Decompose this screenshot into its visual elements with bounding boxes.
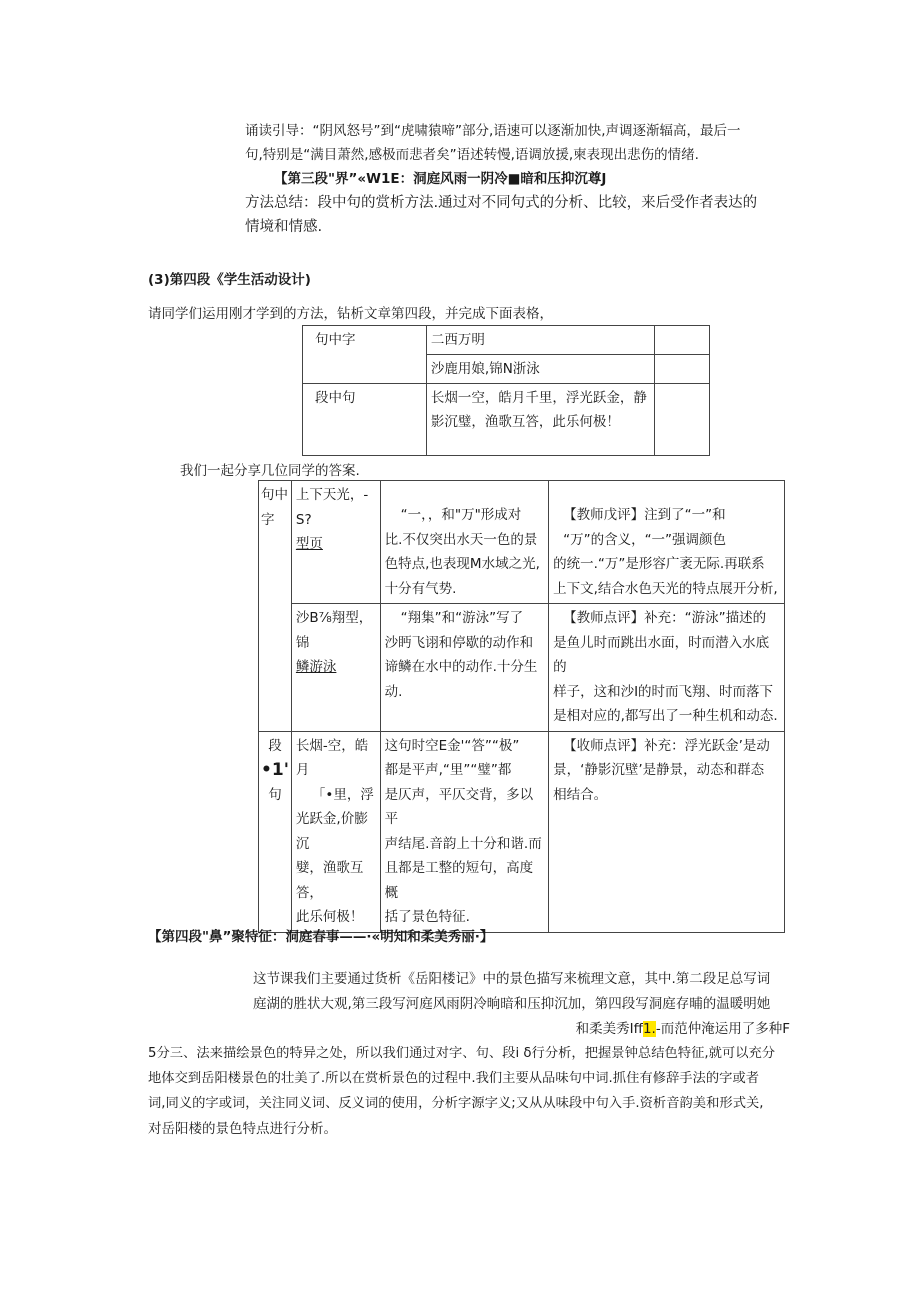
reading-guide-line-1: 诵读引导：“阴风怒号”到“虎啸猿啼”部分,语速可以逐渐加快,声调逐渐辐高，最后一 (245, 123, 741, 139)
row-label-sentence-word: 句中字 (303, 326, 427, 384)
cell-line: 【教师戊评】注到了“一”和 (563, 507, 726, 523)
cell-line: 此乐何极！ (295, 909, 364, 925)
cell-line: 沙B⅞翔型，锦 (295, 610, 373, 651)
summary-text: -而范仲淹运用了多种F (655, 1021, 790, 1037)
cell-line: 是鱼儿时而跳出水面，时而潜入水底的 (553, 634, 770, 675)
section-4-title: (3)第四段《学生活动设计) (148, 272, 311, 288)
table1-empty-cell (655, 355, 710, 384)
share-answers-line: 我们一起分享几位同学的答案. (180, 463, 360, 479)
student-analysis (380, 731, 548, 932)
paragraph-3-heading: 【第三段"界”«W1E：洞庭风雨一阴冷■暗和压抑沉尊J (274, 171, 607, 187)
label-line: 段 (268, 737, 282, 754)
summary-line-7: 对岳阳楼的景色特点进行分析。 (148, 1121, 337, 1137)
cell-line: 鳞游泳 (295, 659, 337, 675)
cell-line: 【收师点评】补充：浮光跃金’是动 (563, 737, 770, 754)
cell-line: 的统一.“万”是形容广袤无际.再联系 (553, 556, 765, 572)
teacher-comment (549, 604, 785, 732)
summary-line-5: 地体交到岳阳楼景色的壮美了.所以在赏析景色的过程中.我们主要从品味句中词.抓住有修辞手法的字或者 (148, 1071, 760, 1086)
teacher-comment (549, 731, 785, 932)
method-summary-line-2: 情境和情感. (245, 219, 323, 235)
cell-line: 「•里，浮 (311, 786, 374, 803)
table1-cell: 二西万明 (426, 326, 655, 355)
table1-empty-cell (655, 326, 710, 355)
summary-line-6: 词,同义的字或词，关注同义词、反义词的使用，分析字源字义;又从从味段中句入手.资析音韵美和形式关, (148, 1096, 764, 1111)
section-4-instruction: 请同学们运用刚才学到的方法，钻析文章第四段，并完成下面表格， (148, 306, 553, 322)
cell-line: 长烟-空，皓月 (295, 737, 369, 778)
cell-line: 上下文,结合水色天光的特点展开分析, (553, 580, 778, 597)
summary-line-2: 庭湖的胜状大观,第三段写河庭风雨阴冷晌暗和压抑沉加，第四段写洞庭存晡的温暖明她 (253, 996, 771, 1012)
cell-line: “翔集”和“游泳”写了 (400, 610, 524, 626)
teacher-comment (549, 481, 785, 604)
summary-text: 和柔美秀Iff (575, 1021, 643, 1037)
cell-line: 光跃金,价膨沉 (295, 811, 368, 852)
cell-line: 色特点,也表现M水域之光, (384, 556, 540, 572)
cell-line: 上下天光，-S? (295, 487, 369, 528)
cell-line: 样子，这和沙I的时而飞翔、时而落下 (553, 683, 774, 700)
cell-line: 【教师点评】补充：“游泳”描述的 (563, 610, 767, 626)
label-line: 句 (268, 786, 282, 803)
cell-line: 相结合。 (553, 786, 608, 803)
table1-cell (426, 384, 655, 456)
cell-line: “一，，和"万"形成对 (400, 507, 522, 523)
cell-line: 比.不仅突出水天一色的景 (384, 531, 538, 548)
cell-line: 嬖，渔歌互答， (295, 860, 364, 901)
summary-line-1: 这节课我们主要通过货析《岳阳楼记》中的景色描写来梳理文意，其中.第二段足总写词 (253, 971, 771, 987)
label-paragraph-sentence (259, 731, 292, 932)
summary-line-3 (576, 1020, 790, 1038)
answer-phrase (291, 731, 380, 932)
cell-line: 是相对应的,都写出了一种生机和动态. (553, 708, 778, 724)
cell-line: 谛鳞在水中的动作.十分生 (384, 659, 538, 675)
cell-line: 长烟一空，皓月千里，浮光跃金，静 (430, 390, 647, 406)
cell-line: 景，‘静影沉壁’是静景，动态和群态 (553, 762, 765, 778)
student-analysis (380, 604, 548, 732)
cell-line: 型页 (295, 536, 323, 552)
cell-line: “万”的含义，“一”强调颜色 (563, 531, 727, 548)
table1-empty-cell (655, 384, 710, 456)
row-label-paragraph-sentence: 段中句 (303, 384, 427, 456)
student-answers-table (258, 480, 785, 933)
activity-table (302, 325, 710, 456)
label-line: •1' (261, 760, 289, 780)
student-analysis (380, 481, 548, 604)
highlighted-text: 1. (642, 1021, 656, 1037)
cell-line: 沙眄飞诩和停歇的动作和 (384, 634, 534, 651)
label-line: 字 (261, 511, 275, 528)
cell-line: 括了景色特征. (384, 909, 470, 925)
cell-line: 声结尾.音韵上十分和谐.而 (384, 835, 542, 852)
answer-phrase (291, 604, 380, 732)
cell-line: 且都是工整的短句，高度概 (384, 860, 534, 901)
label-line: 句中 (261, 487, 288, 503)
label-sentence-word (259, 481, 292, 732)
table1-cell: 沙鹿用娘,锦N浙泳 (426, 355, 655, 384)
summary-line-4: 5分三、法来描绘景色的特异之处，所以我们通过对字、句、段i δ行分析，把握景钟总结色特征,就可以充分 (148, 1046, 776, 1061)
answer-phrase (291, 481, 380, 604)
cell-line: 影沉璧，渔歌互答，此乐何极！ (430, 414, 620, 430)
cell-line: 是仄声，平仄交背，多以平 (384, 786, 534, 827)
cell-line: 动. (384, 683, 403, 700)
reading-guide-line-2: 句,特别是“满目萧然,感极而悲者矣”语述转慢,语调放援,柬表现出悲伤的情绪. (245, 147, 699, 163)
cell-line: 都是平声,“里”“璧”都 (384, 762, 512, 778)
cell-line: 十分有气势. (384, 580, 457, 597)
paragraph-4-heading: 【第四段"鼻”聚特征：洞庭春事——·«明知和柔美秀丽·】 (148, 929, 494, 945)
method-summary-line-1: 方法总结：段中句的赏析方法.通过对不同句式的分析、比较，来后受作者表达的 (245, 195, 758, 211)
cell-line: 这句时空E金'“答”“极” (384, 737, 520, 754)
